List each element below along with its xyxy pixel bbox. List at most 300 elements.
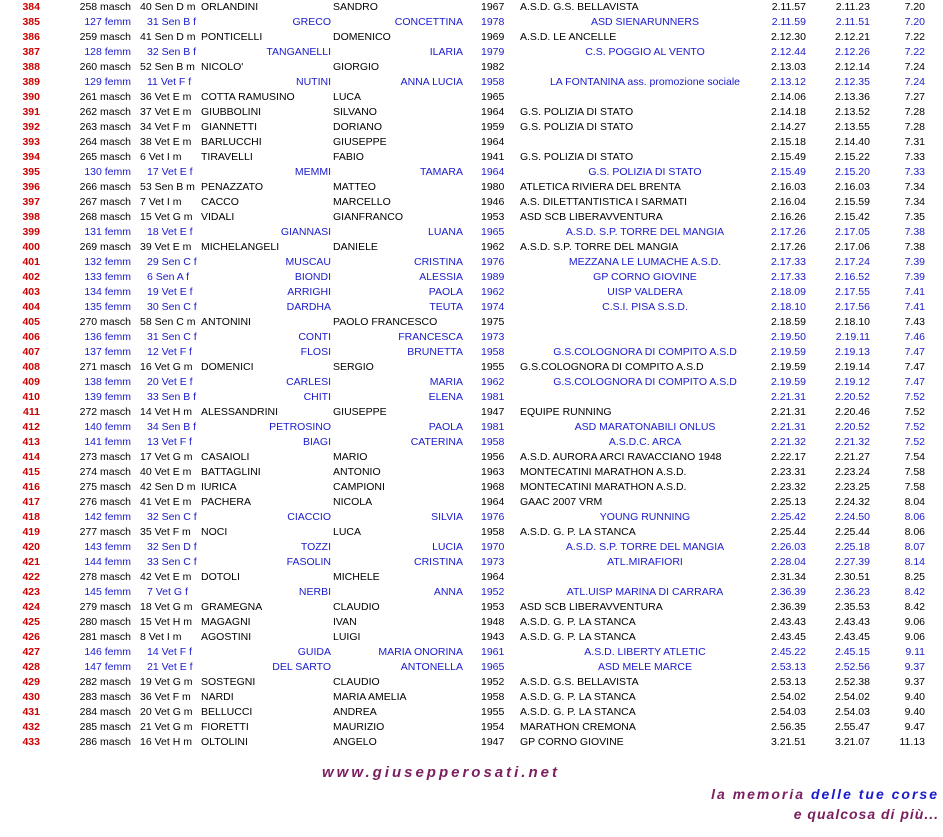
surname-cell: GIANNASI [280,226,331,238]
net-time-cell: 2.19.12 [834,376,870,388]
name-cell: ILARIA [429,46,463,58]
pace-cell: 7.22 [904,31,925,43]
site-url-link[interactable]: www.giusepperosati.net [322,764,560,781]
position-cell: 411 [23,406,40,418]
gross-time-cell: 2.21.32 [770,436,806,448]
gross-time-cell: 2.14.18 [770,106,806,118]
pace-cell: 7.58 [904,466,925,478]
position-cell: 421 [22,556,40,568]
position-cell: 419 [22,526,40,538]
table-row [0,645,943,660]
pace-cell: 7.47 [904,376,925,388]
year-cell: 1959 [481,121,505,133]
club-cell: G.S.COLOGNORA DI COMPITO A.S.D [520,361,704,373]
category-cell: 137 femm [84,346,131,358]
position-cell: 393 [22,136,40,148]
position-cell: 418 [22,511,40,523]
pace-cell: 8.42 [904,586,925,598]
category-cell: 284 masch [79,706,131,718]
category-cell: 286 masch [79,736,131,748]
table-row [0,240,943,255]
surname-cell: ORLANDINI [201,1,259,13]
category-cell: 129 femm [84,76,131,88]
year-cell: 1958 [481,691,505,703]
club-cell: MARATHON CREMONA [520,721,636,733]
net-time-cell: 2.25.18 [834,541,870,553]
year-cell: 1964 [481,496,505,508]
net-time-cell: 2.17.24 [834,256,870,268]
category-cell: 135 femm [84,301,131,313]
net-time-cell: 2.13.52 [834,106,870,118]
surname-cell: CONTI [298,331,331,343]
surname-cell: BATTAGLINI [201,466,261,478]
year-cell: 1979 [481,46,505,58]
gross-time-cell: 2.13.03 [770,61,806,73]
pace-cell: 7.20 [904,16,925,28]
surname-cell: GIANNETTI [201,121,258,133]
year-cell: 1980 [481,181,505,193]
class-cell: 15 Vet H m [140,616,192,628]
year-cell: 1981 [481,391,505,403]
surname-cell: COTTA RAMUSINO [201,91,295,103]
year-cell: 1962 [481,241,505,253]
year-cell: 1981 [481,421,505,433]
class-cell: 32 Sen D f [147,541,197,553]
surname-cell: PETROSINO [269,421,331,433]
gross-time-cell: 2.36.39 [770,601,806,613]
position-cell: 431 [22,706,40,718]
pace-cell: 7.33 [904,166,925,178]
club-cell: A.S.D. S.P. TORRE DEL MANGIA [565,226,725,238]
club-cell: A.S.D. G. P. LA STANCA [520,526,636,538]
year-cell: 1962 [481,286,505,298]
name-cell: ANGELO [333,736,377,748]
category-cell: 138 femm [84,376,131,388]
table-row [0,165,943,180]
category-cell: 261 masch [79,91,131,103]
class-cell: 21 Vet G m [140,721,193,733]
class-cell: 7 Vet G f [147,586,188,598]
net-time-cell: 2.25.44 [834,526,870,538]
club-cell: A.S.D. G. P. LA STANCA [520,616,636,628]
class-cell: 17 Vet E f [147,166,193,178]
position-cell: 425 [22,616,40,628]
gross-time-cell: 2.14.06 [770,91,806,103]
class-cell: 41 Sen D m [140,31,196,43]
club-cell: A.S.D. S.P. TORRE DEL MANGIA [520,241,679,253]
category-cell: 139 femm [84,391,131,403]
class-cell: 36 Vet E m [140,91,192,103]
position-cell: 422 [22,571,40,583]
club-cell: UISP VALDERA [607,286,683,298]
gross-time-cell: 2.19.59 [770,376,806,388]
category-cell: 270 masch [79,316,131,328]
gross-time-cell: 2.15.49 [770,151,806,163]
pace-cell: 7.52 [904,421,925,433]
year-cell: 1947 [481,736,505,748]
surname-cell: DARDHA [286,301,331,313]
class-cell: 18 Vet G m [140,601,193,613]
net-time-cell: 2.18.10 [834,316,870,328]
club-cell: G.S. POLIZIA DI STATO [520,151,634,163]
name-cell: SERGIO [333,361,374,373]
pace-cell: 7.43 [904,316,925,328]
position-cell: 432 [22,721,40,733]
year-cell: 1956 [481,451,505,463]
category-cell: 285 masch [79,721,131,733]
position-cell: 412 [22,421,40,433]
surname-cell: PONTICELLI [201,31,263,43]
club-cell: EQUIPE RUNNING [520,406,612,418]
gross-time-cell: 2.56.35 [770,721,806,733]
position-cell: 397 [22,196,40,208]
surname-cell: NICOLO' [201,61,244,73]
year-cell: 1975 [481,316,505,328]
net-time-cell: 2.15.42 [834,211,870,223]
name-cell: ANNA LUCIA [400,76,463,88]
year-cell: 1946 [481,196,505,208]
name-cell: SANDRO [333,1,378,13]
table-row [0,210,943,225]
net-time-cell: 2.36.23 [834,586,870,598]
club-cell: ASD SCB LIBERAVVENTURA [520,211,663,223]
pace-cell: 8.14 [904,556,925,568]
surname-cell: DOTOLI [201,571,240,583]
table-row [0,345,943,360]
name-cell: BRUNETTA [407,346,463,358]
category-cell: 276 masch [79,496,131,508]
name-cell: CRISTINA [413,256,463,268]
name-cell: LUCA [333,91,362,103]
gross-time-cell: 2.18.59 [770,316,806,328]
surname-cell: GRECO [292,16,331,28]
table-row [0,150,943,165]
year-cell: 1965 [481,91,505,103]
net-time-cell: 2.52.56 [834,661,870,673]
name-cell: FABIO [333,151,364,163]
gross-time-cell: 2.23.32 [770,481,806,493]
name-cell: ANDREA [333,706,377,718]
year-cell: 1964 [481,166,505,178]
net-time-cell: 2.55.47 [834,721,870,733]
gross-time-cell: 2.19.50 [770,331,806,343]
year-cell: 1955 [481,361,505,373]
position-cell: 408 [22,361,40,373]
class-cell: 52 Sen B m [140,61,195,73]
gross-time-cell: 2.26.03 [770,541,806,553]
class-cell: 19 Vet G m [140,676,193,688]
surname-cell: CARLESI [286,376,331,388]
surname-cell: GUIDA [297,646,331,658]
club-cell: G.S. POLIZIA DI STATO [588,166,702,178]
name-cell: TEUTA [429,301,463,313]
table-row [0,405,943,420]
year-cell: 1976 [481,256,505,268]
year-cell: 1964 [481,136,505,148]
category-cell: 269 masch [79,241,131,253]
net-time-cell: 2.20.52 [834,421,870,433]
surname-cell: AGOSTINI [201,631,252,643]
gross-time-cell: 2.17.26 [770,226,806,238]
pace-cell: 7.47 [904,346,925,358]
class-cell: 40 Sen D m [140,1,196,13]
table-row [0,600,943,615]
pace-cell: 7.39 [904,271,925,283]
class-cell: 17 Vet G m [140,451,193,463]
gross-time-cell: 2.18.10 [770,301,806,313]
year-cell: 1964 [481,571,505,583]
position-cell: 424 [22,601,40,613]
table-row [0,480,943,495]
gross-time-cell: 2.16.04 [770,196,806,208]
net-time-cell: 2.11.23 [835,1,870,13]
category-cell: 264 masch [79,136,131,148]
table-row [0,555,943,570]
position-cell: 428 [22,661,40,673]
table-row [0,45,943,60]
year-cell: 1958 [481,526,505,538]
position-cell: 413 [22,436,40,448]
name-cell: FRANCESCA [398,331,463,343]
table-row [0,90,943,105]
table-row [0,0,943,15]
category-cell: 147 femm [84,661,131,673]
surname-cell: GRAMEGNA [201,601,263,613]
net-time-cell: 2.19.13 [834,346,870,358]
gross-time-cell: 2.16.26 [770,211,806,223]
pace-cell: 9.06 [904,631,925,643]
table-row [0,435,943,450]
year-cell: 1952 [481,586,505,598]
pace-cell: 9.06 [904,616,925,628]
category-cell: 279 masch [79,601,131,613]
net-time-cell: 2.17.56 [834,301,870,313]
club-cell: ATL.UISP MARINA DI CARRARA [566,586,724,598]
pace-cell: 9.40 [904,691,925,703]
club-cell: ATLETICA RIVIERA DEL BRENTA [520,181,681,193]
table-row [0,315,943,330]
table-row [0,615,943,630]
table-row [0,135,943,150]
position-cell: 389 [22,76,40,88]
category-cell: 145 femm [84,586,131,598]
year-cell: 1947 [481,406,505,418]
year-cell: 1973 [481,556,505,568]
tagline-line-1 [711,786,939,802]
year-cell: 1958 [481,346,505,358]
net-time-cell: 2.27.39 [834,556,870,568]
name-cell: CRISTINA [413,556,463,568]
net-time-cell: 2.19.14 [834,361,870,373]
surname-cell: ANTONINI [201,316,251,328]
name-cell: MICHELE [333,571,380,583]
net-time-cell: 2.13.55 [834,121,870,133]
year-cell: 1965 [481,661,505,673]
pace-cell: 7.22 [904,46,925,58]
category-cell: 134 femm [84,286,131,298]
category-cell: 274 masch [79,466,131,478]
name-cell: LUIGI [333,631,361,643]
class-cell: 11 Vet F f [147,76,192,88]
table-row [0,705,943,720]
year-cell: 1969 [481,31,505,43]
pace-cell: 7.41 [904,301,925,313]
year-cell: 1961 [481,646,505,658]
surname-cell: CIACCIO [287,511,331,523]
year-cell: 1955 [481,706,505,718]
table-row [0,270,943,285]
category-cell: 263 masch [79,121,131,133]
net-time-cell: 2.13.36 [834,91,870,103]
gross-time-cell: 2.15.49 [770,166,806,178]
position-cell: 402 [22,271,40,283]
name-cell: MARIA [429,376,463,388]
year-cell: 1943 [481,631,505,643]
position-cell: 405 [22,316,40,328]
club-cell: LA FONTANINA ass. promozione sociale [549,76,741,88]
name-cell: MAURIZIO [333,721,385,733]
category-cell: 130 femm [84,166,131,178]
class-cell: 16 Vet H m [140,736,192,748]
class-cell: 42 Sen D m [140,481,196,493]
gross-time-cell: 2.23.31 [770,466,806,478]
year-cell: 1958 [481,76,505,88]
position-cell: 401 [22,256,40,268]
position-cell: 387 [22,46,40,58]
surname-cell: BARLUCCHI [201,136,262,148]
position-cell: 396 [22,181,40,193]
table-row [0,630,943,645]
pace-cell: 7.54 [904,451,925,463]
gross-time-cell: 2.11.57 [771,1,806,13]
position-cell: 395 [22,166,40,178]
net-time-cell: 2.12.26 [834,46,870,58]
surname-cell: CHITI [303,391,331,403]
position-cell: 417 [22,496,40,508]
name-cell: MATTEO [333,181,376,193]
name-cell: MARIO [333,451,368,463]
surname-cell: BIAGI [302,436,331,448]
category-cell: 278 masch [79,571,131,583]
year-cell: 1952 [481,676,505,688]
pace-cell: 8.06 [904,511,925,523]
gross-time-cell: 2.25.13 [770,496,806,508]
gross-time-cell: 2.28.04 [770,556,806,568]
net-time-cell: 2.52.38 [834,676,870,688]
table-row [0,225,943,240]
class-cell: 14 Vet F f [147,646,192,658]
category-cell: 283 masch [79,691,131,703]
pace-cell: 7.38 [904,241,925,253]
position-cell: 427 [22,646,40,658]
category-cell: 277 masch [79,526,131,538]
category-cell: 131 femm [84,226,131,238]
pace-cell: 7.28 [904,106,925,118]
year-cell: 1973 [481,331,505,343]
table-row [0,180,943,195]
club-cell: GP CORNO GIOVINE [520,736,624,748]
pace-cell: 7.38 [904,226,925,238]
class-cell: 38 Vet E m [140,136,192,148]
position-cell: 391 [22,106,40,118]
net-time-cell: 2.21.32 [834,436,870,448]
class-cell: 29 Sen C f [147,256,197,268]
table-row [0,300,943,315]
gross-time-cell: 2.43.45 [770,631,806,643]
name-cell: MARCELLO [333,196,391,208]
club-cell: A.S.D. G. P. LA STANCA [520,631,636,643]
table-row [0,735,943,750]
gross-time-cell: 2.54.02 [770,691,806,703]
position-cell: 394 [22,151,40,163]
club-cell: A.S.D. G.S. BELLAVISTA [520,676,639,688]
name-cell: LUCIA [432,541,463,553]
position-cell: 414 [22,451,40,463]
surname-cell: MEMMI [294,166,331,178]
surname-cell: BELLUCCI [201,706,253,718]
club-cell: GAAC 2007 VRM [520,496,603,508]
pace-cell: 7.28 [904,121,925,133]
surname-cell: TIRAVELLI [201,151,253,163]
class-cell: 6 Sen A f [147,271,190,283]
club-cell: ASD SIENARUNNERS [591,16,699,28]
class-cell: 18 Vet E f [147,226,193,238]
category-cell: 146 femm [84,646,131,658]
surname-cell: FLOSI [300,346,331,358]
position-cell: 406 [22,331,40,343]
pace-cell: 7.27 [904,91,925,103]
net-time-cell: 2.17.55 [834,286,870,298]
net-time-cell: 2.14.40 [834,136,870,148]
class-cell: 53 Sen B m [140,181,195,193]
net-time-cell: 2.23.25 [834,481,870,493]
net-time-cell: 2.43.43 [834,616,870,628]
net-time-cell: 2.12.35 [834,76,870,88]
year-cell: 1967 [481,1,505,13]
pace-cell: 8.07 [904,541,925,553]
surname-cell: PACHERA [201,496,251,508]
pace-cell: 7.20 [904,1,925,13]
position-cell: 426 [22,631,40,643]
category-cell: 282 masch [79,676,131,688]
category-cell: 258 masch [79,1,131,13]
class-cell: 36 Vet F m [140,691,191,703]
name-cell: ELENA [428,391,463,403]
year-cell: 1978 [481,16,505,28]
table-row [0,375,943,390]
name-cell: CLAUDIO [333,601,380,613]
class-cell: 42 Vet E m [140,571,192,583]
table-row [0,570,943,585]
position-cell: 409 [22,376,40,388]
net-time-cell: 2.20.52 [834,391,870,403]
table-row [0,105,943,120]
net-time-cell: 2.16.03 [834,181,870,193]
name-cell: CAMPIONI [333,481,385,493]
gross-time-cell: 2.12.44 [770,46,806,58]
pace-cell: 9.40 [904,706,925,718]
gross-time-cell: 2.16.03 [770,181,806,193]
table-row [0,510,943,525]
category-cell: 262 masch [79,106,131,118]
gross-time-cell: 2.21.31 [770,406,806,418]
pace-cell: 9.47 [904,721,925,733]
tagline-line-2: e qualcosa di più... [793,806,939,822]
pace-cell: 8.06 [904,526,925,538]
table-row [0,450,943,465]
gross-time-cell: 2.14.27 [770,121,806,133]
club-cell: A.S.D. S.P. TORRE DEL MANGIA [565,541,725,553]
